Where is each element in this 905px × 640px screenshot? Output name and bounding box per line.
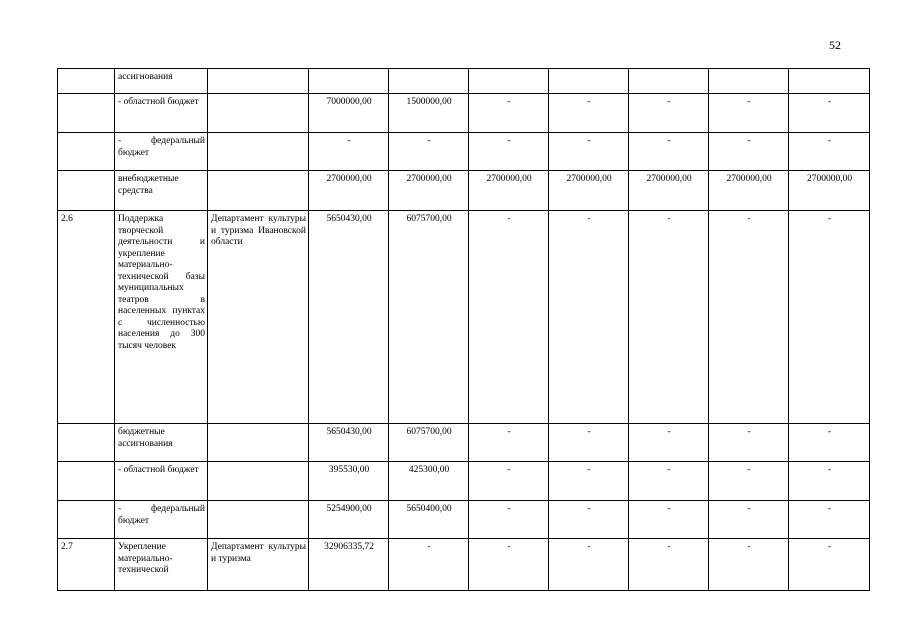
row-name-cell: - областной бюджет <box>115 462 208 501</box>
row-number-cell <box>58 424 115 462</box>
value-cell: - <box>549 501 629 539</box>
value-cell: 5254900,00 <box>309 501 389 539</box>
executor-cell <box>208 424 309 462</box>
value-cell: - <box>789 133 870 171</box>
row-name-cell: бюджетные ассигнования <box>115 424 208 462</box>
value-cell: - <box>629 501 709 539</box>
executor-cell <box>208 69 309 94</box>
value-cell <box>709 69 789 94</box>
value-cell <box>389 69 469 94</box>
value-cell: 7000000,00 <box>309 94 389 133</box>
value-cell: - <box>709 133 789 171</box>
value-cell <box>469 69 549 94</box>
value-cell: - <box>789 424 870 462</box>
table-row <box>58 171 870 211</box>
value-cell: - <box>629 211 709 424</box>
value-cell: 32906335,72 <box>309 539 389 591</box>
page-number: 52 <box>829 38 841 52</box>
row-number-cell <box>58 69 115 94</box>
value-cell: 5650430,00 <box>309 424 389 462</box>
executor-cell <box>208 462 309 501</box>
value-cell: - <box>469 133 549 171</box>
budget-table <box>57 68 870 591</box>
table-row <box>58 501 870 539</box>
table-row <box>58 94 870 133</box>
value-cell: - <box>709 94 789 133</box>
value-cell <box>309 69 389 94</box>
row-name-cell: - областной бюджет <box>115 94 208 133</box>
value-cell: - <box>629 424 709 462</box>
value-cell: 2700000,00 <box>309 171 389 211</box>
value-cell: 5650430,00 <box>309 211 389 424</box>
value-cell: - <box>549 424 629 462</box>
value-cell: - <box>469 462 549 501</box>
row-number-cell <box>58 133 115 171</box>
value-cell <box>789 69 870 94</box>
row-number-cell <box>58 462 115 501</box>
value-cell: - <box>709 424 789 462</box>
value-cell: 2700000,00 <box>549 171 629 211</box>
value-cell: - <box>789 462 870 501</box>
value-cell: 6075700,00 <box>389 211 469 424</box>
table-row <box>58 133 870 171</box>
value-cell: - <box>629 462 709 501</box>
value-cell: - <box>549 539 629 591</box>
value-cell: - <box>549 211 629 424</box>
value-cell: - <box>389 133 469 171</box>
row-number-cell <box>58 171 115 211</box>
value-cell: 5650400,00 <box>389 501 469 539</box>
row-name-cell: Поддержка творческой деятельности и укрепление материально-технической базы муниципальных театров в населенных пунктах с численностью населения до 300 тысяч человек <box>115 211 208 424</box>
value-cell: - <box>789 539 870 591</box>
row-name-cell: - федеральный бюджет <box>115 133 208 171</box>
value-cell: - <box>789 501 870 539</box>
table-row <box>58 211 870 424</box>
table-row <box>58 69 870 94</box>
value-cell: 1500000,00 <box>389 94 469 133</box>
executor-cell: Департамент культуры и туризма Ивановской области <box>208 211 309 424</box>
value-cell: 2700000,00 <box>469 171 549 211</box>
row-name-cell: Укрепление материально-технической <box>115 539 208 591</box>
value-cell: - <box>629 133 709 171</box>
value-cell: - <box>469 211 549 424</box>
value-cell: - <box>709 539 789 591</box>
value-cell: - <box>549 462 629 501</box>
value-cell: - <box>469 424 549 462</box>
value-cell: - <box>629 539 709 591</box>
value-cell: - <box>469 94 549 133</box>
executor-cell <box>208 171 309 211</box>
value-cell: - <box>549 133 629 171</box>
executor-cell: Департамент культуры и туризма <box>208 539 309 591</box>
row-name-cell: внебюджетные средства <box>115 171 208 211</box>
value-cell: 6075700,00 <box>389 424 469 462</box>
value-cell: - <box>709 462 789 501</box>
value-cell: - <box>389 539 469 591</box>
value-cell: 2700000,00 <box>629 171 709 211</box>
value-cell: - <box>469 501 549 539</box>
table-row <box>58 539 870 591</box>
value-cell: - <box>789 94 870 133</box>
value-cell: 395530,00 <box>309 462 389 501</box>
value-cell: 2700000,00 <box>389 171 469 211</box>
row-name-cell: - федеральный бюджет <box>115 501 208 539</box>
value-cell: - <box>309 133 389 171</box>
value-cell: - <box>549 94 629 133</box>
value-cell: 2700000,00 <box>709 171 789 211</box>
row-number-cell <box>58 501 115 539</box>
value-cell: - <box>629 94 709 133</box>
executor-cell <box>208 94 309 133</box>
row-number-cell: 2.7 <box>58 539 115 591</box>
row-number-cell <box>58 94 115 133</box>
table-row <box>58 462 870 501</box>
executor-cell <box>208 133 309 171</box>
value-cell: 425300,00 <box>389 462 469 501</box>
value-cell: - <box>789 211 870 424</box>
table-row <box>58 424 870 462</box>
value-cell: - <box>469 539 549 591</box>
value-cell: 2700000,00 <box>789 171 870 211</box>
row-number-cell: 2.6 <box>58 211 115 424</box>
row-name-cell: ассигнования <box>115 69 208 94</box>
value-cell: - <box>709 211 789 424</box>
value-cell <box>549 69 629 94</box>
value-cell <box>629 69 709 94</box>
value-cell: - <box>709 501 789 539</box>
executor-cell <box>208 501 309 539</box>
